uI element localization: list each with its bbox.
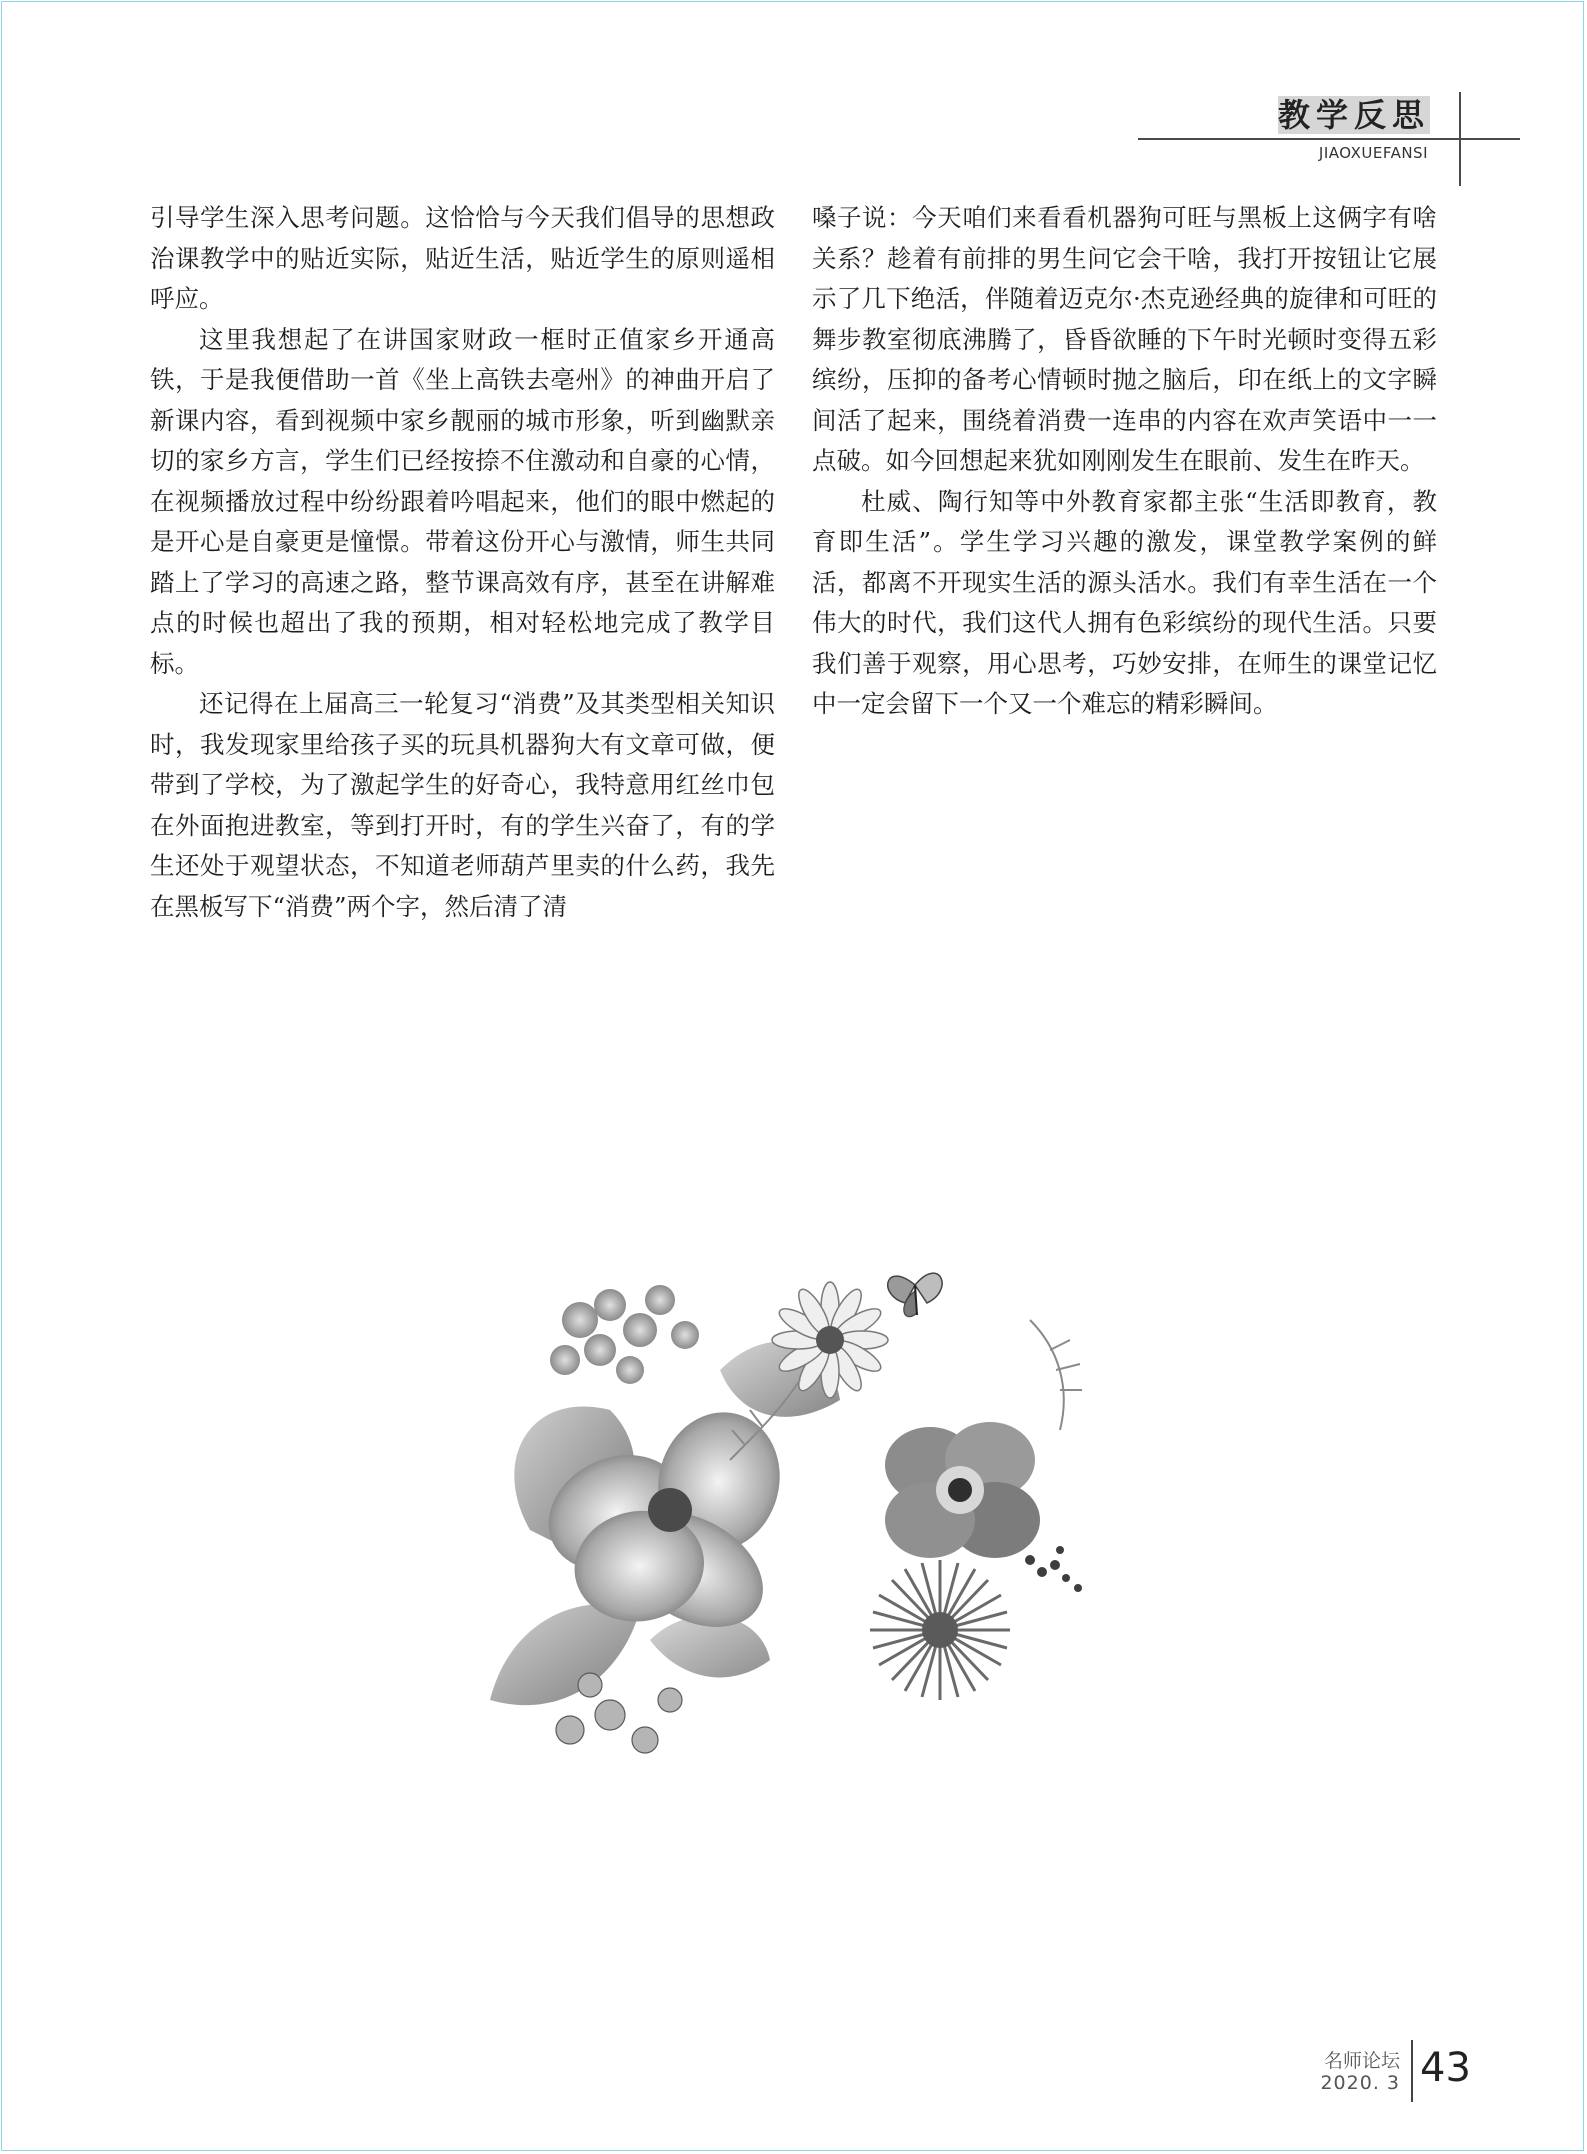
paragraph: 还记得在上届高三一轮复习“消费”及其类型相关知识时，我发现家里给孩子买的玩具机器狗大有文章可做，便带到了学校，为了激起学生的好奇心，我特意用红丝巾包在外面抱进教室，等到打开时，有的学生兴奋了，有的学生还处于观望状态，不知道老师葫芦里卖的什么药，我先在黑板写下“消费”两个字，然后清了清 bbox=[150, 689, 775, 921]
paragraph: 杜威、陶行知等中外教育家都主张“生活即教育，教育即生活”。学生学习兴趣的激发，课堂教学案例的鲜活，都离不开现实生活的源头活水。我们有幸生活在一个伟大的时代，我们这代人拥有色彩缤纷的现代生活。只要我们善于观察，用心思考，巧妙安排，在师生的课堂记忆中一定会留下一个又一个难忘的精彩瞬间。 bbox=[812, 486, 1437, 718]
berry-sprig bbox=[1025, 1546, 1082, 1592]
footer-journal-name: 名师论坛 bbox=[1323, 2050, 1400, 2072]
footer-issue: 2020. 3 bbox=[1320, 2072, 1400, 2094]
dahlia-flower bbox=[870, 1560, 1010, 1700]
paragraph-continued: 引导学生深入思考问题。这恰恰与今天我们倡导的思想政治课教学中的贴近实际，贴近生活，贴近学生的原则遥相呼应。 bbox=[150, 203, 775, 313]
page-number: 43 bbox=[1420, 2045, 1471, 2091]
flower-cluster bbox=[550, 1285, 699, 1384]
butterfly-icon bbox=[888, 1273, 942, 1317]
flower-illustration bbox=[470, 1260, 1230, 1770]
paragraph-continued: 嗓子说：今天咱们来看看机器狗可旺与黑板上这俩字有啥关系？趁着有前排的男生问它会干啥，我打开按钮让它展示了几下绝活，伴随着迈克尔·杰克逊经典的旋律和可旺的舞步教室彻底沸腾了，昏昏欲睡的下午时光顿时变得五彩缤纷，压抑的备考心情顿时抛之脑后，印在纸上的文字瞬间活了起来，围绕着消费一连串的内容在欢声笑语中一一点破。如今回想起来犹如刚刚发生在眼前、发生在昨天。 bbox=[812, 203, 1437, 475]
header-vertical-rule bbox=[1459, 92, 1461, 186]
section-pinyin: JIAOXUEFANSI bbox=[1318, 144, 1428, 162]
paragraph: 这里我想起了在讲国家财政一框时正值家乡开通高铁，于是我便借助一首《坐上高铁去亳州》的神曲开启了新课内容，看到视频中家乡靓丽的城市形象，听到幽默亲切的家乡方言，学生们已经按捺不住激动和自豪的心情，在视频播放过程中纷纷跟着吟唱起来，他们的眼中燃起的是开心是自豪更是憧憬。带着这份开心与激情，师生共同踏上了学习的高速之路，整节课高效有序，甚至在讲解难点的时候也超出了我的预期，相对轻松地完成了教学目标。 bbox=[150, 324, 775, 678]
header-rule bbox=[1138, 138, 1520, 140]
right-column bbox=[812, 198, 1437, 725]
section-title: 教学反思 bbox=[1278, 96, 1431, 134]
poppy-flower bbox=[885, 1422, 1040, 1558]
footer-divider bbox=[1411, 2040, 1413, 2102]
left-column bbox=[150, 198, 775, 927]
